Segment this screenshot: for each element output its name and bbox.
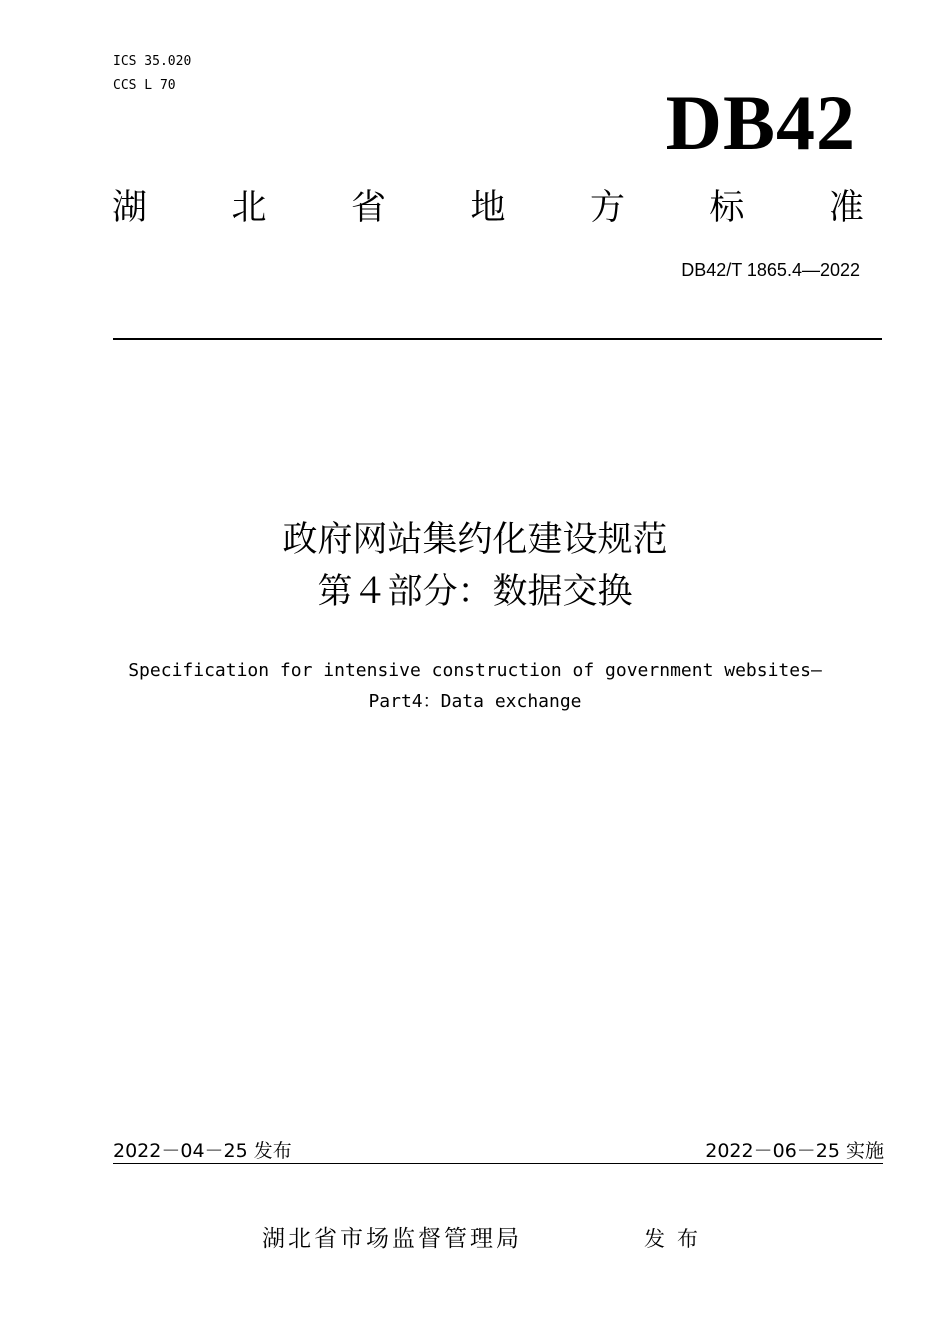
- publish-date: 2022－04－25 发布: [113, 1140, 292, 1162]
- standard-type-char: 湖: [112, 188, 148, 228]
- standard-type-char: 准: [828, 188, 864, 228]
- standard-type-char: 方: [589, 188, 625, 228]
- standard-type: [112, 184, 864, 232]
- ccs-code: CCS L 70: [113, 78, 176, 93]
- chinese-title: [0, 514, 950, 618]
- db-logo: DB42: [665, 79, 856, 166]
- standard-type-char: 地: [470, 188, 506, 228]
- ics-code: ICS 35.020: [113, 54, 192, 69]
- chinese-title-line-1: 政府网站集约化建设规范: [282, 520, 668, 560]
- footer-divider: [113, 1163, 883, 1164]
- standard-type-char: 省: [350, 188, 386, 228]
- header-divider: [113, 338, 882, 340]
- standard-type-char: 北: [231, 188, 267, 228]
- classification-codes: [113, 50, 191, 98]
- english-title-line-2: Part4：Data exchange: [368, 691, 582, 712]
- english-title: [0, 655, 950, 717]
- standard-number: DB42/T 1865.4—2022: [681, 260, 860, 280]
- issuing-authority: 湖北省市场监督管理局: [262, 1226, 522, 1252]
- issue-label: 发布: [644, 1227, 710, 1251]
- standard-type-char: 标: [709, 188, 745, 228]
- implement-date: 2022－06－25 实施: [705, 1140, 884, 1162]
- chinese-title-line-2: 第４部分：数据交换: [317, 572, 633, 612]
- english-title-line-1: Specification for intensive construction of government websites—: [128, 660, 822, 681]
